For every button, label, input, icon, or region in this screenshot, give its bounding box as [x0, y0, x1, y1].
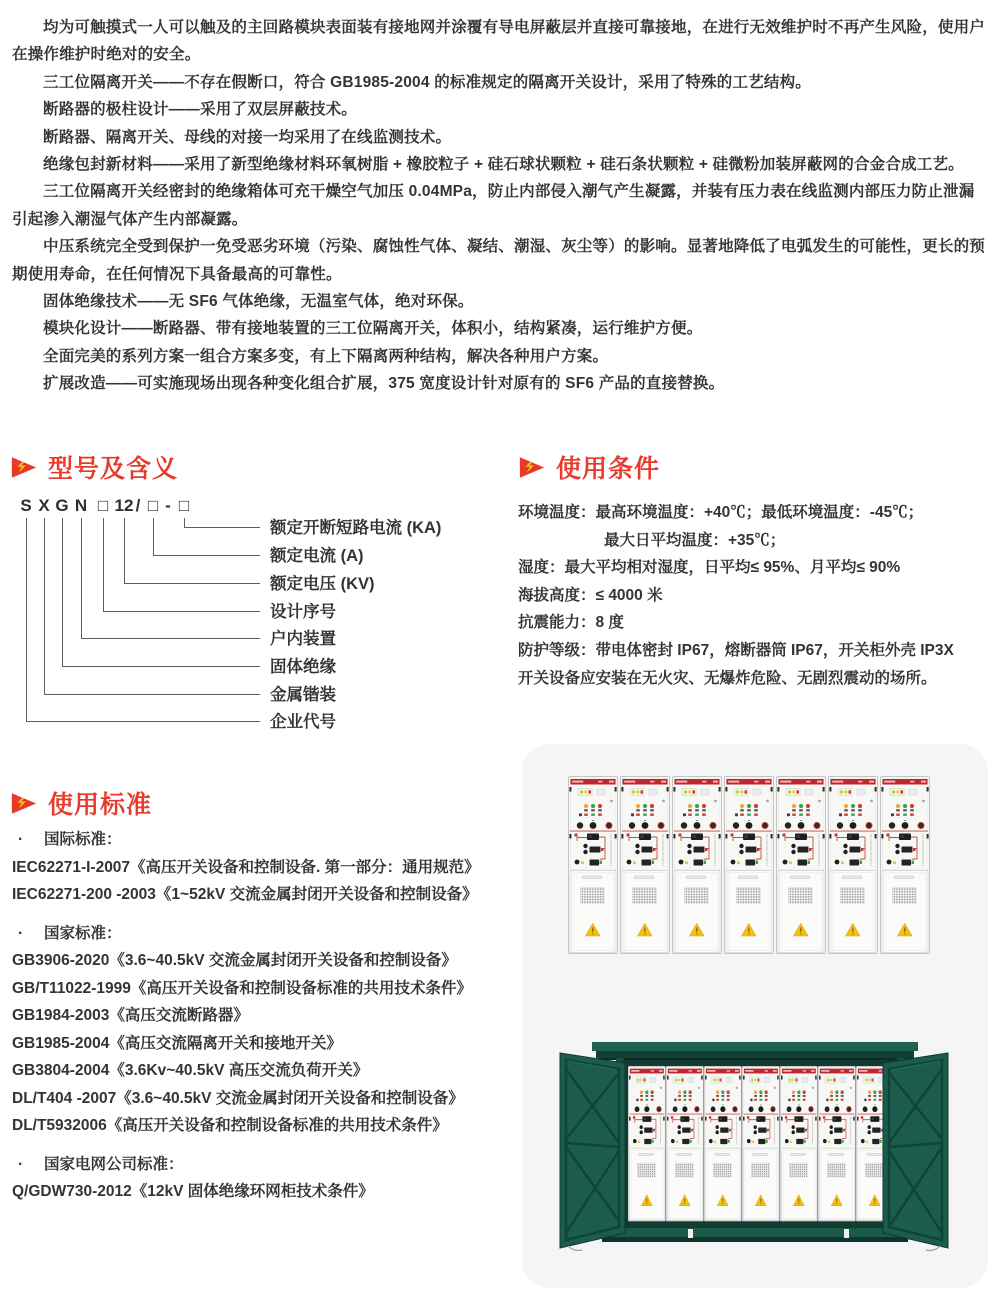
standard-item: DL/T404 -2007《3.6~40.5kV 交流金属封闭开关设备和控制设备》 [12, 1089, 464, 1107]
intro-paragraph: 全面完美的系列方案一组合方案多变，有上下隔离两种结构，解决各种用户方案。 [43, 347, 609, 365]
red-flag-arrow-icon [518, 455, 546, 480]
standard-item: Q/GDW730-2012《12kV 固体绝缘环网柜技术条件》 [12, 1183, 374, 1200]
condition-line: 最大日平均温度：+35℃； [604, 531, 786, 549]
condition-line: 开关设备应安装在无火灾、无爆炸危险、无剧烈震动的场所。 [518, 669, 937, 687]
condition-line: 湿度：最大平均相对湿度，日平均≤ 95%、月平均≤ 90% [518, 559, 901, 577]
model-code-label: 设计序号 [270, 603, 336, 621]
intro-paragraph: 扩展改造——可实施现场出现各种变化组合扩展，375 宽度设计针对原有的 SF6 产品的直接替换。 [43, 375, 725, 393]
section-header-conditions [518, 452, 660, 482]
section-title-standards: 使用标准 [48, 791, 153, 819]
enclosure-left-door [560, 1053, 625, 1248]
standards-group-title-text: 国家标准： [44, 924, 122, 942]
model-code-label: 户内装置 [270, 630, 336, 648]
condition-line: 海拔高度：≤ 4000 米 [518, 586, 663, 604]
model-code-part: □ [178, 496, 190, 515]
model-code-part: - [165, 496, 171, 515]
model-code-part: □ [97, 496, 109, 515]
standard-item: GB1984-2003《高压交流断路器》 [12, 1007, 249, 1024]
intro-paragraph: 断路器的极柱设计——采用了双层屏蔽技术。 [43, 101, 358, 119]
standards-group-title-text: 国家电网公司标准： [44, 1155, 184, 1173]
intro-paragraph: 模块化设计——断路器、带有接地装置的三工位隔离开关，体积小，结构紧凑，运行维护方便。 [43, 320, 703, 338]
intro-paragraphs [12, 14, 990, 398]
model-code-part: X [38, 496, 50, 515]
model-code-diagram [10, 494, 490, 746]
model-code-part: N [74, 496, 88, 515]
standard-item: GB/T11022-1999《高压开关设备和控制设备标准的共用技术条件》 [12, 979, 472, 997]
standard-item: GB3906-2020《3.6~40.5kV 交流金属封闭开关设备和控制设备》 [12, 952, 457, 969]
intro-paragraph: 三工位隔离开关——不存在假断口，符合 GB1985-2004 的标准规定的隔离开关设计，采用了特殊的工艺结构。 [43, 73, 811, 91]
model-code-part: G [55, 496, 69, 515]
standards-list [12, 826, 507, 1217]
bullet-dot: · [18, 831, 24, 848]
outdoor-enclosure-photo [538, 1040, 970, 1258]
standards-group-title [12, 920, 507, 948]
switchgear-lineup-photo [568, 772, 932, 958]
standard-item: GB3804-2004《3.6Kv~40.5kV 高压交流负荷开关》 [12, 1062, 369, 1079]
bullet-dot: · [18, 1155, 24, 1173]
standard-item: IEC62271-200 -2003《1~52kV 交流金属封闭开关设备和控制设备》 [12, 886, 478, 903]
intro-paragraph: 均为可触摸式一人可以触及的主回路模块表面装有接地网并涂覆有导电屏蔽层并直接可靠接地，在进行无效维护时不再产生风险，使用户在操作维护时绝对的安全。 [12, 19, 986, 64]
condition-line: 防护等级：带电体密封 IP67，熔断器筒 IP67，开关柜外壳 IP3X [518, 641, 954, 659]
intro-paragraph: 中压系统完全受到保护一免受恶劣环境（污染、腐蚀性气体、凝结、潮湿、灰尘等）的影响。显著地降低了电弧发生的可能性，更长的预期使用寿命，在任何情况下具备最高的可靠性。 [12, 238, 986, 283]
model-code-label: 额定电流 (A) [270, 547, 364, 565]
standard-item: GB1985-2004《高压交流隔离开关和接地开关》 [12, 1034, 342, 1052]
standards-group-title [12, 826, 507, 854]
standards-group-title-text: 国际标准： [44, 831, 122, 848]
condition-line: 抗震能力：8 度 [518, 614, 624, 632]
model-code-label: 固体绝缘 [270, 658, 336, 676]
condition-line: 环境温度：最高环境温度：+40℃；最低环境温度：-45℃； [518, 504, 924, 521]
standards-group-national [12, 920, 507, 1140]
standards-group-international [12, 826, 507, 909]
red-flag-arrow-icon [10, 791, 38, 816]
enclosure-right-door [883, 1053, 948, 1248]
model-code-label: 额定电压 (KV) [270, 575, 375, 593]
model-code-label: 企业代号 [270, 713, 336, 731]
intro-paragraph: 绝缘包封新材料——采用了新型绝缘材料环氧树脂 + 橡胶粒子 + 硅石球状颗粒 + 硅石条状颗粒 + 硅微粉加装屏蔽网的合金合成工艺。 [43, 156, 964, 174]
bullet-dot: · [18, 924, 24, 942]
standards-group-title [12, 1151, 507, 1179]
intro-paragraph: 固体绝缘技术——无 SF6 气体绝缘，无温室气体，绝对环保。 [43, 293, 474, 311]
section-header-model [10, 452, 178, 482]
section-title-conditions: 使用条件 [556, 455, 661, 483]
section-header-standards [10, 788, 152, 818]
product-image-card [522, 744, 988, 1288]
red-flag-arrow-icon [10, 455, 38, 480]
model-code-label: 金属锴装 [270, 686, 336, 704]
standard-item: DL/T5932006《高压开关设备和控制设备标准的共用技术条件》 [12, 1117, 448, 1134]
model-code-part: 12 [114, 496, 134, 515]
section-title-model: 型号及含义 [48, 455, 179, 483]
model-code-part: / [135, 496, 141, 515]
model-code-label: 额定开断短路电流 (KA) [270, 519, 442, 537]
conditions-list [518, 499, 993, 692]
model-code-part: S [20, 496, 32, 515]
standards-group-state-grid [12, 1151, 507, 1206]
model-code-part: □ [147, 496, 159, 515]
intro-paragraph: 断路器、隔离开关、母线的对接一均采用了在线监测技术。 [43, 128, 452, 146]
intro-paragraph: 三工位隔离开关经密封的绝缘箱体可充干燥空气加压 0.04MPa，防止内部侵入潮气产生凝露，并装有压力表在线监测内部压力防止泄漏引起渗入潮湿气体产生内部凝露。 [12, 183, 975, 228]
standard-item: IEC62271-I-2007《高压开关设备和控制设备. 第一部分：通用规范》 [12, 858, 480, 876]
